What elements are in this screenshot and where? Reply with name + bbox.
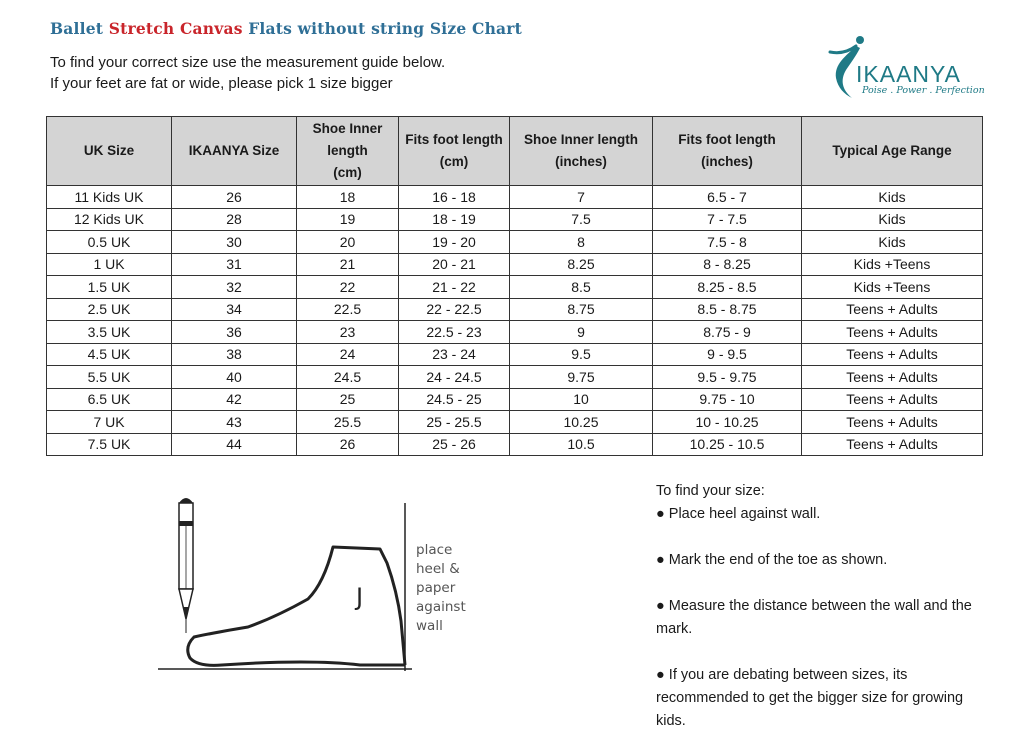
table-row <box>47 276 983 299</box>
table-cell: Kids <box>802 208 983 231</box>
table-cell: 20 - 21 <box>399 253 510 276</box>
table-cell: 24 - 24.5 <box>399 366 510 389</box>
table-cell: 5.5 UK <box>47 366 172 389</box>
table-cell: 22.5 - 23 <box>399 321 510 344</box>
table-cell: 20 <box>297 231 399 254</box>
table-cell: 8.5 - 8.75 <box>653 298 802 321</box>
table-cell: 10 <box>510 388 653 411</box>
table-cell: 21 - 22 <box>399 276 510 299</box>
table-cell: 0.5 UK <box>47 231 172 254</box>
table-cell: 25 - 25.5 <box>399 411 510 434</box>
table-cell: 16 - 18 <box>399 186 510 209</box>
logo-tagline: Poise . Power . Perfection <box>862 85 985 96</box>
title-part-1: Ballet <box>50 19 109 38</box>
table-cell: 40 <box>172 366 297 389</box>
title-part-2: Stretch Canvas <box>108 19 243 38</box>
column-header-line: Fits foot length <box>405 132 503 147</box>
table-cell: 8.25 <box>510 253 653 276</box>
column-header <box>653 117 802 186</box>
table-cell: 9.75 - 10 <box>653 388 802 411</box>
table-cell: 43 <box>172 411 297 434</box>
column-header-line: (inches) <box>555 154 607 169</box>
table-cell: 9.5 <box>510 343 653 366</box>
table-row <box>47 388 983 411</box>
table-cell: 1.5 UK <box>47 276 172 299</box>
intro-text <box>50 52 445 94</box>
column-header <box>172 117 297 186</box>
table-cell: 7.5 UK <box>47 433 172 456</box>
column-header <box>510 117 653 186</box>
table-cell: 21 <box>297 253 399 276</box>
size-guide-instructions <box>656 480 986 733</box>
column-header-line: Fits foot length <box>678 132 776 147</box>
table-cell: Teens + Adults <box>802 298 983 321</box>
ankle-mark: J <box>356 583 364 611</box>
guide-step: ● Place heel against wall. <box>656 506 821 522</box>
table-cell: 38 <box>172 343 297 366</box>
table-cell: Kids +Teens <box>802 253 983 276</box>
guide-title: To find your size: <box>656 483 765 499</box>
size-chart-table <box>46 116 983 456</box>
table-cell: 8.25 - 8.5 <box>653 276 802 299</box>
table-cell: 18 - 19 <box>399 208 510 231</box>
table-cell: 23 - 24 <box>399 343 510 366</box>
table-cell: 9 - 9.5 <box>653 343 802 366</box>
table-cell: 12 Kids UK <box>47 208 172 231</box>
table-cell: 1 UK <box>47 253 172 276</box>
table-cell: 10 - 10.25 <box>653 411 802 434</box>
table-cell: 25.5 <box>297 411 399 434</box>
table-cell: 8 <box>510 231 653 254</box>
table-row <box>47 366 983 389</box>
table-cell: Teens + Adults <box>802 321 983 344</box>
note-line: heel & <box>416 561 460 577</box>
column-header-line: (cm) <box>439 154 469 169</box>
column-header-line: (cm) <box>333 165 362 180</box>
place-heel-note <box>416 541 466 636</box>
table-cell: 26 <box>172 186 297 209</box>
table-cell: 2.5 UK <box>47 298 172 321</box>
table-cell: 6.5 UK <box>47 388 172 411</box>
column-header-line: length <box>327 143 368 158</box>
table-cell: 8.5 <box>510 276 653 299</box>
table-cell: Teens + Adults <box>802 433 983 456</box>
table-cell: 22.5 <box>297 298 399 321</box>
table-cell: 7 <box>510 186 653 209</box>
pencil-icon <box>179 498 193 633</box>
column-header <box>297 117 399 186</box>
column-header-line: Typical Age Range <box>832 143 952 158</box>
table-cell: 19 - 20 <box>399 231 510 254</box>
table-cell: 18 <box>297 186 399 209</box>
table-cell: 6.5 - 7 <box>653 186 802 209</box>
table-cell: Kids <box>802 231 983 254</box>
intro-line-1: To find your correct size use the measurement guide below. <box>50 54 446 71</box>
table-cell: 7.5 <box>510 208 653 231</box>
intro-line-2: If your feet are fat or wide, please pick 1 size bigger <box>50 75 393 92</box>
table-cell: 10.25 <box>510 411 653 434</box>
foot-outline <box>188 547 405 665</box>
table-cell: 8.75 <box>510 298 653 321</box>
column-header <box>802 117 983 186</box>
page-title <box>50 19 522 38</box>
table-cell: 42 <box>172 388 297 411</box>
table-cell: 9.75 <box>510 366 653 389</box>
table-cell: 28 <box>172 208 297 231</box>
table-row <box>47 231 983 254</box>
table-cell: Kids <box>802 186 983 209</box>
table-cell: Kids +Teens <box>802 276 983 299</box>
table-cell: 23 <box>297 321 399 344</box>
table-cell: 9 <box>510 321 653 344</box>
table-row <box>47 411 983 434</box>
logo-name: IKAANYA <box>856 61 961 87</box>
column-header-line: Shoe Inner <box>312 121 383 136</box>
table-row <box>47 343 983 366</box>
table-cell: 25 - 26 <box>399 433 510 456</box>
table-cell: 31 <box>172 253 297 276</box>
table-cell: 24.5 - 25 <box>399 388 510 411</box>
table-row <box>47 298 983 321</box>
table-body <box>47 186 983 456</box>
table-cell: 11 Kids UK <box>47 186 172 209</box>
table-cell: 34 <box>172 298 297 321</box>
note-line: wall <box>416 618 443 634</box>
table-cell: 8.75 - 9 <box>653 321 802 344</box>
table-cell: 22 - 22.5 <box>399 298 510 321</box>
table-row <box>47 186 983 209</box>
table-cell: 24.5 <box>297 366 399 389</box>
title-part-3: Flats without string Size Chart <box>242 19 523 38</box>
column-header-line: Shoe Inner length <box>523 132 638 147</box>
table-cell: Teens + Adults <box>802 411 983 434</box>
table-cell: 7.5 - 8 <box>653 231 802 254</box>
brand-logo <box>826 34 985 100</box>
table-cell: 4.5 UK <box>47 343 172 366</box>
table-cell: 22 <box>297 276 399 299</box>
table-cell: 8 - 8.25 <box>653 253 802 276</box>
table-cell: 32 <box>172 276 297 299</box>
table-cell: 10.5 <box>510 433 653 456</box>
note-line: against <box>416 599 466 615</box>
table-cell: 36 <box>172 321 297 344</box>
table-cell: 7 - 7.5 <box>653 208 802 231</box>
column-header-line: IKAANYA Size <box>188 143 280 158</box>
table-cell: 19 <box>297 208 399 231</box>
table-row <box>47 253 983 276</box>
table-cell: 9.5 - 9.75 <box>653 366 802 389</box>
table-cell: 26 <box>297 433 399 456</box>
column-header <box>47 117 172 186</box>
guide-step: ● Mark the end of the toe as shown. <box>656 552 888 568</box>
column-header <box>399 117 510 186</box>
table-cell: 10.25 - 10.5 <box>653 433 802 456</box>
table-cell: 44 <box>172 433 297 456</box>
table-cell: 25 <box>297 388 399 411</box>
guide-step: ● Measure the distance between the wall and the mark. <box>656 598 972 637</box>
table-cell: Teens + Adults <box>802 366 983 389</box>
table-cell: 3.5 UK <box>47 321 172 344</box>
table-row <box>47 208 983 231</box>
table-cell: 24 <box>297 343 399 366</box>
table-row <box>47 433 983 456</box>
table-cell: Teens + Adults <box>802 343 983 366</box>
table-header-row <box>47 117 983 186</box>
column-header-line: UK Size <box>83 143 135 158</box>
note-line: place <box>416 542 453 558</box>
table-cell: 30 <box>172 231 297 254</box>
table-cell: Teens + Adults <box>802 388 983 411</box>
note-line: paper <box>416 580 456 596</box>
column-header-line: (inches) <box>701 154 753 169</box>
table-row <box>47 321 983 344</box>
guide-step: ● If you are debating between sizes, its recommended to get the bigger size for growing kids. <box>656 667 964 729</box>
table-cell: 7 UK <box>47 411 172 434</box>
